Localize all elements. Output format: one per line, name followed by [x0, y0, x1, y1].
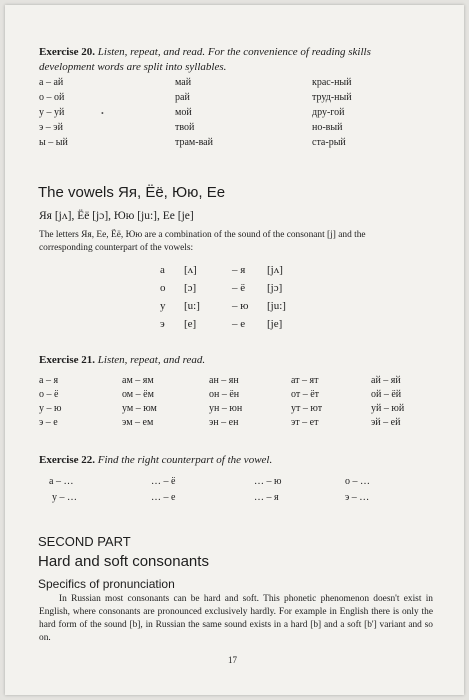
list-item: а – я — [39, 375, 59, 386]
table-row — [160, 282, 300, 300]
table-row — [160, 318, 300, 336]
section-part-label: SECOND PART — [38, 534, 131, 549]
section-subtitle: Specifics of pronunciation — [38, 577, 175, 591]
vowel-sound: [u:] — [184, 300, 200, 312]
exercise-20-col3 — [312, 77, 352, 152]
exercise-22-item: … – я — [254, 492, 279, 503]
list-item: твой — [175, 122, 195, 133]
exercise-21-col3 — [209, 375, 242, 431]
exercise-22-item: о – … — [345, 476, 370, 487]
table-row — [160, 264, 300, 282]
list-item: крас-ный — [312, 77, 352, 88]
exercise-22-item: … – ё — [151, 476, 176, 487]
exercise-21-col1 — [39, 375, 61, 431]
vowel-table — [160, 264, 300, 336]
counterpart-letter: – я — [232, 264, 246, 276]
list-item: ан – ян — [209, 375, 239, 386]
book-page — [5, 5, 464, 695]
exercise-21-heading — [39, 353, 205, 367]
list-item: он – ён — [209, 389, 240, 400]
list-item: эй – ей — [371, 417, 401, 428]
vowels-subtitle: Яя [jʌ], Ёё [jɔ], Юю [ju:], Ее [je] — [39, 210, 194, 222]
list-item: ун – юн — [209, 403, 243, 414]
exercise-22-item: … – ю — [254, 476, 282, 487]
list-item: ы – ый — [39, 137, 68, 148]
exercise-22-instruction: Find the right counterpart of the vowel. — [97, 454, 273, 466]
vowel-sound: [ɔ] — [184, 282, 197, 294]
vowel-letter: о — [160, 282, 166, 294]
list-item: ай – яй — [371, 375, 401, 386]
list-item: ста-рый — [312, 137, 346, 148]
list-item: эн – ен — [209, 417, 239, 428]
print-speck: • — [101, 109, 104, 118]
exercise-21-col2 — [122, 375, 157, 431]
list-item: мой — [175, 107, 192, 118]
list-item: а – ай — [39, 77, 64, 88]
exercise-20-instruction: Listen, repeat, and read. For the convenience of reading skills — [97, 46, 371, 58]
vowel-letter: а — [160, 264, 165, 276]
list-item: э – эй — [39, 122, 63, 133]
page-number: 17 — [228, 655, 237, 665]
counterpart-letter: – ё — [232, 282, 246, 294]
exercise-22-number: Exercise 22. — [39, 454, 96, 466]
list-item: э – е — [39, 417, 58, 428]
list-item: о – ой — [39, 92, 65, 103]
list-item: дру-гой — [312, 107, 345, 118]
list-item: трам-вай — [175, 137, 213, 148]
list-item: ум – юм — [122, 403, 157, 414]
list-item: рай — [175, 92, 190, 103]
counterpart-sound: [ju:] — [267, 300, 286, 312]
list-item: ом – ём — [122, 389, 154, 400]
exercise-22-item: а – … — [49, 476, 74, 487]
list-item: но-вый — [312, 122, 343, 133]
vowels-desc-line2: corresponding counterpart of the vowels: — [39, 243, 194, 253]
exercise-20-col1 — [39, 77, 68, 152]
exercise-22-item: э – … — [345, 492, 370, 503]
list-item: у – уй — [39, 107, 65, 118]
counterpart-sound: [jɔ] — [267, 282, 283, 294]
exercise-21-col4 — [291, 375, 322, 431]
exercise-20-heading — [39, 45, 371, 59]
section-paragraph: In Russian most consonants can be hard and soft. This phonetic phenomenon doesn't exist in English, where consonants are pronounced exclusively hardly. For example in English there is only the hard form of the sound [b], in Russian the same sound exists in a hard [b] and a soft [b'] variant and so on. — [39, 594, 433, 643]
exercise-20-col2 — [175, 77, 213, 152]
list-item: у – ю — [39, 403, 62, 414]
exercise-20-number: Exercise 20. — [39, 46, 96, 58]
counterpart-sound: [jʌ] — [267, 264, 283, 276]
table-row — [160, 300, 300, 318]
section-title: Hard and soft consonants — [38, 553, 209, 570]
exercise-22-item: у – … — [52, 492, 77, 503]
list-item: ут – ют — [291, 403, 323, 414]
list-item: ам – ям — [122, 375, 154, 386]
vowel-sound: [ʌ] — [184, 264, 197, 276]
list-item: ат – ят — [291, 375, 319, 386]
counterpart-letter: – ю — [232, 300, 249, 312]
exercise-20-instruction-line2 — [39, 60, 226, 74]
exercise-22-heading — [39, 453, 272, 467]
exercise-21-number: Exercise 21. — [39, 354, 96, 366]
exercise-20-instruction-cont: development words are split into syllables. — [39, 61, 227, 73]
counterpart-sound: [je] — [267, 318, 283, 330]
exercise-22-item: … – е — [151, 492, 176, 503]
list-item: о – ё — [39, 389, 59, 400]
vowels-desc-line1: The letters Яя, Ее, Ёё, Юю are a combination of the sound of the consonant [j] and the — [39, 230, 366, 240]
vowel-letter: э — [160, 318, 165, 330]
counterpart-letter: – е — [232, 318, 246, 330]
list-item: ой – ёй — [371, 389, 402, 400]
list-item: уй – юй — [371, 403, 405, 414]
vowels-title: The vowels Яя, Ёё, Юю, Ее — [38, 184, 226, 201]
list-item: май — [175, 77, 192, 88]
vowel-sound: [e] — [184, 318, 197, 330]
list-item: эт – ет — [291, 417, 319, 428]
list-item: эм – ем — [122, 417, 154, 428]
list-item: труд-ный — [312, 92, 352, 103]
exercise-21-instruction: Listen, repeat, and read. — [97, 354, 206, 366]
list-item: от – ёт — [291, 389, 320, 400]
exercise-21-col5 — [371, 375, 404, 431]
vowel-letter: у — [160, 300, 166, 312]
